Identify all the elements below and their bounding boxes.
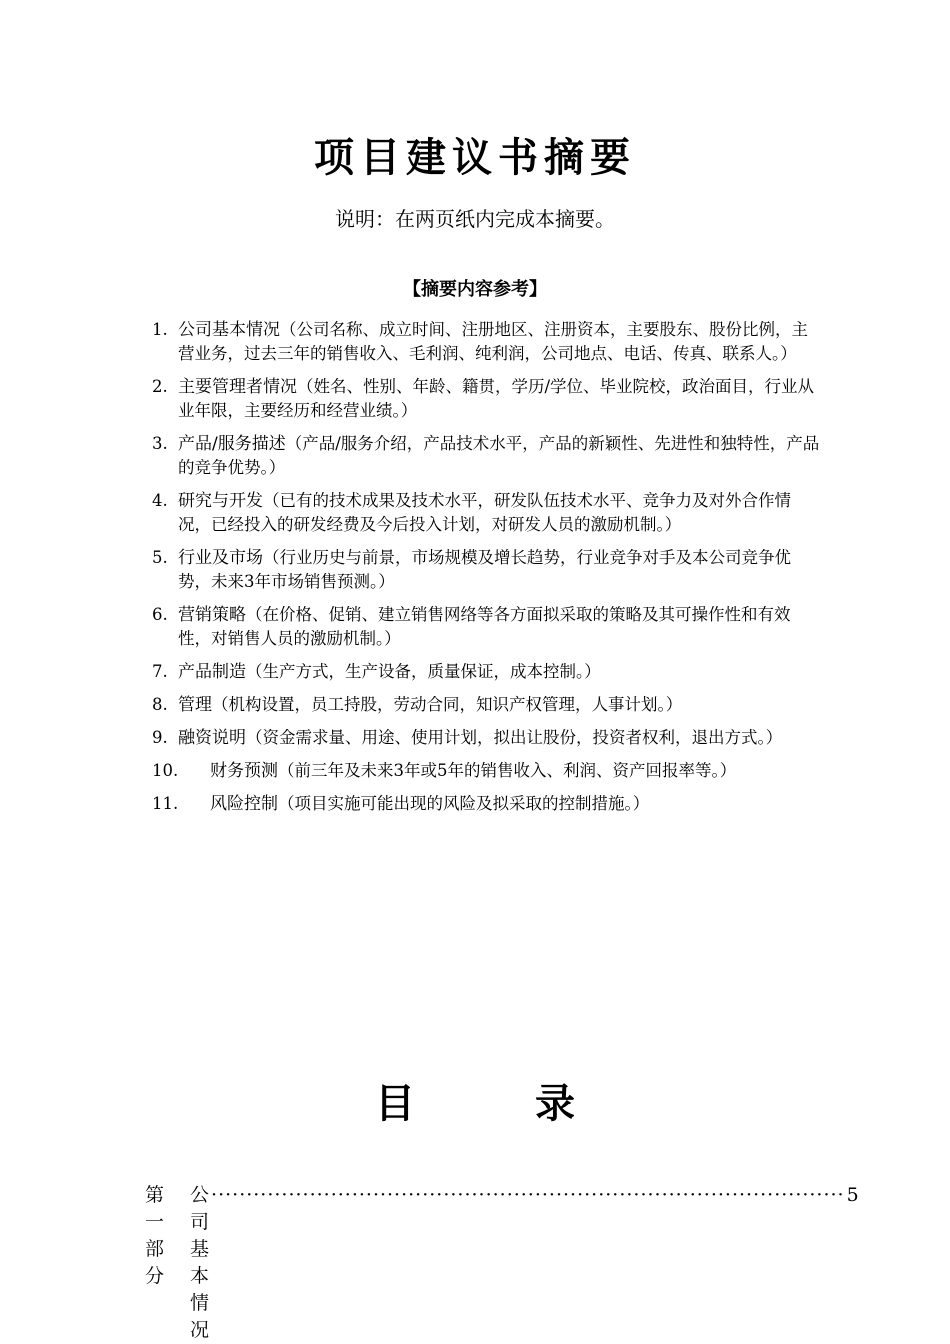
item-heading: 财务预测 [210,761,278,781]
toc-entry[interactable] [145,1180,859,1342]
item-detail: （资金需求量、用途、使用计划，拟出让股份，投资者权利，退出方式。） [246,728,783,747]
summary-item [152,318,820,366]
toc-title-left: 目 [375,1081,415,1127]
item-detail: （生产方式，生产设备，质量保证，成本控制。） [246,662,601,681]
item-detail: （前三年及未来3年或5年的销售收入、利润、资产回报率等。） [278,761,737,780]
item-detail: （产品/服务介绍，产品技术水平，产品的新颖性、先进性和独特性，产品的竞争优势。） [178,434,820,477]
summary-item [152,693,820,717]
item-detail: （项目实施可能出现的风险及拟采取的控制措施。） [278,794,650,813]
item-detail: （机构设置，员工持股，劳动合同，知识产权管理，人事计划。） [212,695,683,714]
item-heading: 融资说明 [178,728,246,748]
item-heading: 行业及市场 [178,548,263,568]
item-number: 8. [152,695,168,714]
item-number: 2. [152,377,168,396]
item-detail: （行业历史与前景，市场规模及增长趋势，行业竞争对手及本公司竞争优势，未来3年市场销售预测。） [178,548,791,591]
item-number: 3. [152,434,168,453]
summary-item [152,375,820,423]
item-heading: 风险控制 [210,794,278,814]
item-number: 10. [152,761,179,780]
summary-item [152,603,820,651]
toc-leader-dots: ·························································································· [211,1184,845,1206]
item-heading: 研究与开发 [178,491,263,511]
item-detail: （在价格、促销、建立销售网络等各方面拟采取的策略及其可操作性和有效性，对销售人员的激励机制。） [178,605,791,648]
toc-page-number: 5 [846,1184,859,1206]
item-detail: （公司名称、成立时间、注册地区、注册资本，主要股东、股份比例，主营业务，过去三年的销售收入、毛利润、纯利润，公司地点、电话、传真、联系人。） [178,320,808,363]
item-number: 9. [152,728,168,747]
item-heading: 管理 [178,695,212,715]
item-heading: 公司基本情况 [178,320,280,340]
toc-part-label: 第一部分 [145,1184,165,1287]
item-detail: （已有的技术成果及技术水平，研发队伍技术水平、竞争力及对外合作情况，已经投入的研发经费及今后投入计划，对研发人员的激励机制。） [178,491,791,534]
toc-section-name: 公司基本情况 [190,1184,210,1341]
item-number: 1. [152,320,168,339]
summary-item [152,546,820,594]
item-number: 4. [152,491,168,510]
summary-item [152,792,820,816]
reference-heading: 【摘要内容参考】 [403,279,547,300]
item-number: 6. [152,605,168,624]
summary-item [152,726,820,750]
item-number: 11. [152,794,179,813]
toc-title [0,1072,950,1129]
item-heading: 产品/服务描述 [178,434,286,454]
summary-item [152,489,820,537]
item-number: 7. [152,662,168,681]
summary-item [152,759,820,783]
item-number: 5. [152,548,168,567]
summary-item [152,432,820,480]
item-heading: 营销策略 [178,605,246,625]
item-heading: 产品制造 [178,662,246,682]
item-detail: （姓名、性别、年龄、籍贯，学历/学位、毕业院校，政治面目，行业从业年限，主要经历和经营业绩。） [178,377,815,420]
item-heading: 主要管理者情况 [178,377,297,397]
summary-item [152,660,820,684]
document-title: 项目建议书摘要 [314,135,636,181]
instruction-note: 说明：在两页纸内完成本摘要。 [335,207,615,231]
summary-items-list [152,318,820,825]
toc-title-right: 录 [535,1081,575,1127]
